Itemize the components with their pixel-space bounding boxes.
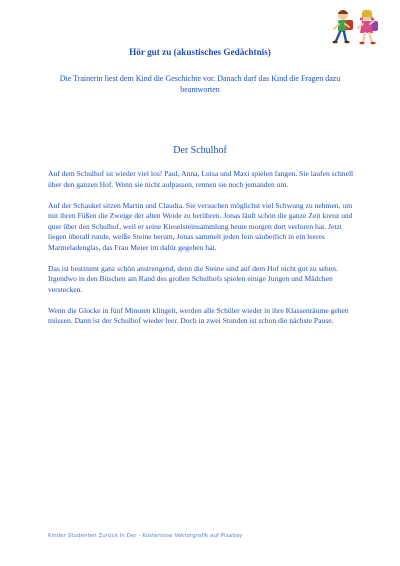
children-with-school-bags-icon	[330, 8, 382, 48]
story-paragraph: Wenn die Glocke in fünf Minuten klingelt, werden alle Schüler wieder in ihre Klassenräume gehen müssen. Dann ist der Schulhof wieder leer. Doch in zwei Stunden ist schon die nächste Pause.	[48, 305, 349, 325]
story-title: Der Schulhof	[173, 145, 227, 156]
child-right-icon	[358, 10, 378, 44]
instructions-text: Die Trainerin liest dem Kind die Geschichte vor. Danach darf das Kind die Fragen dazu beantworten	[59, 74, 341, 94]
story-paragraph: Auf dem Schulhof ist wieder viel los! Paul, Anna, Luisa und Maxi spielen fangen. Sie laufen schnell über den ganzen Hof. Wenn sie nicht aufpassen, rennen sie noch jemanden um.	[48, 169, 354, 189]
child-left-icon	[332, 10, 353, 43]
image-credit: Kinder Studenten Zurück In Der - Kostenlose Vektorgrafik auf Pixabay	[48, 533, 243, 539]
story-body	[48, 169, 358, 337]
page-title: Hör gut zu (akustisches Gedächtnis)	[129, 47, 271, 57]
story-paragraph: Das ist bestimmt ganz schön anstrengend, denn die Steine sind auf dem Hof nicht gut zu sehen. Irgendwo in den Büschen am Rand des großen Schulhofs spielen einige Jungen und Mädchen verstecken.	[48, 263, 338, 294]
story-paragraph: Auf der Schaukel sitzen Martin und Claudia. Sie versuchen möglichst viel Schwung zu nehmen, um mit ihren Füßen die Zweige der alten Weide zu berühren. Jonas läuft schon die ganze Zeit kreuz und quer über den Schulhof, weil er seine Kieselsteinsammlung heute morgen dort verloren hat. Jetzt liegen überall runde, weiße Steine herum, Jonas sammelt jeden fein säuberlich in ein leeres Marmeladenglas, das Frau Meier im dafür gegeben hat.	[48, 200, 353, 252]
